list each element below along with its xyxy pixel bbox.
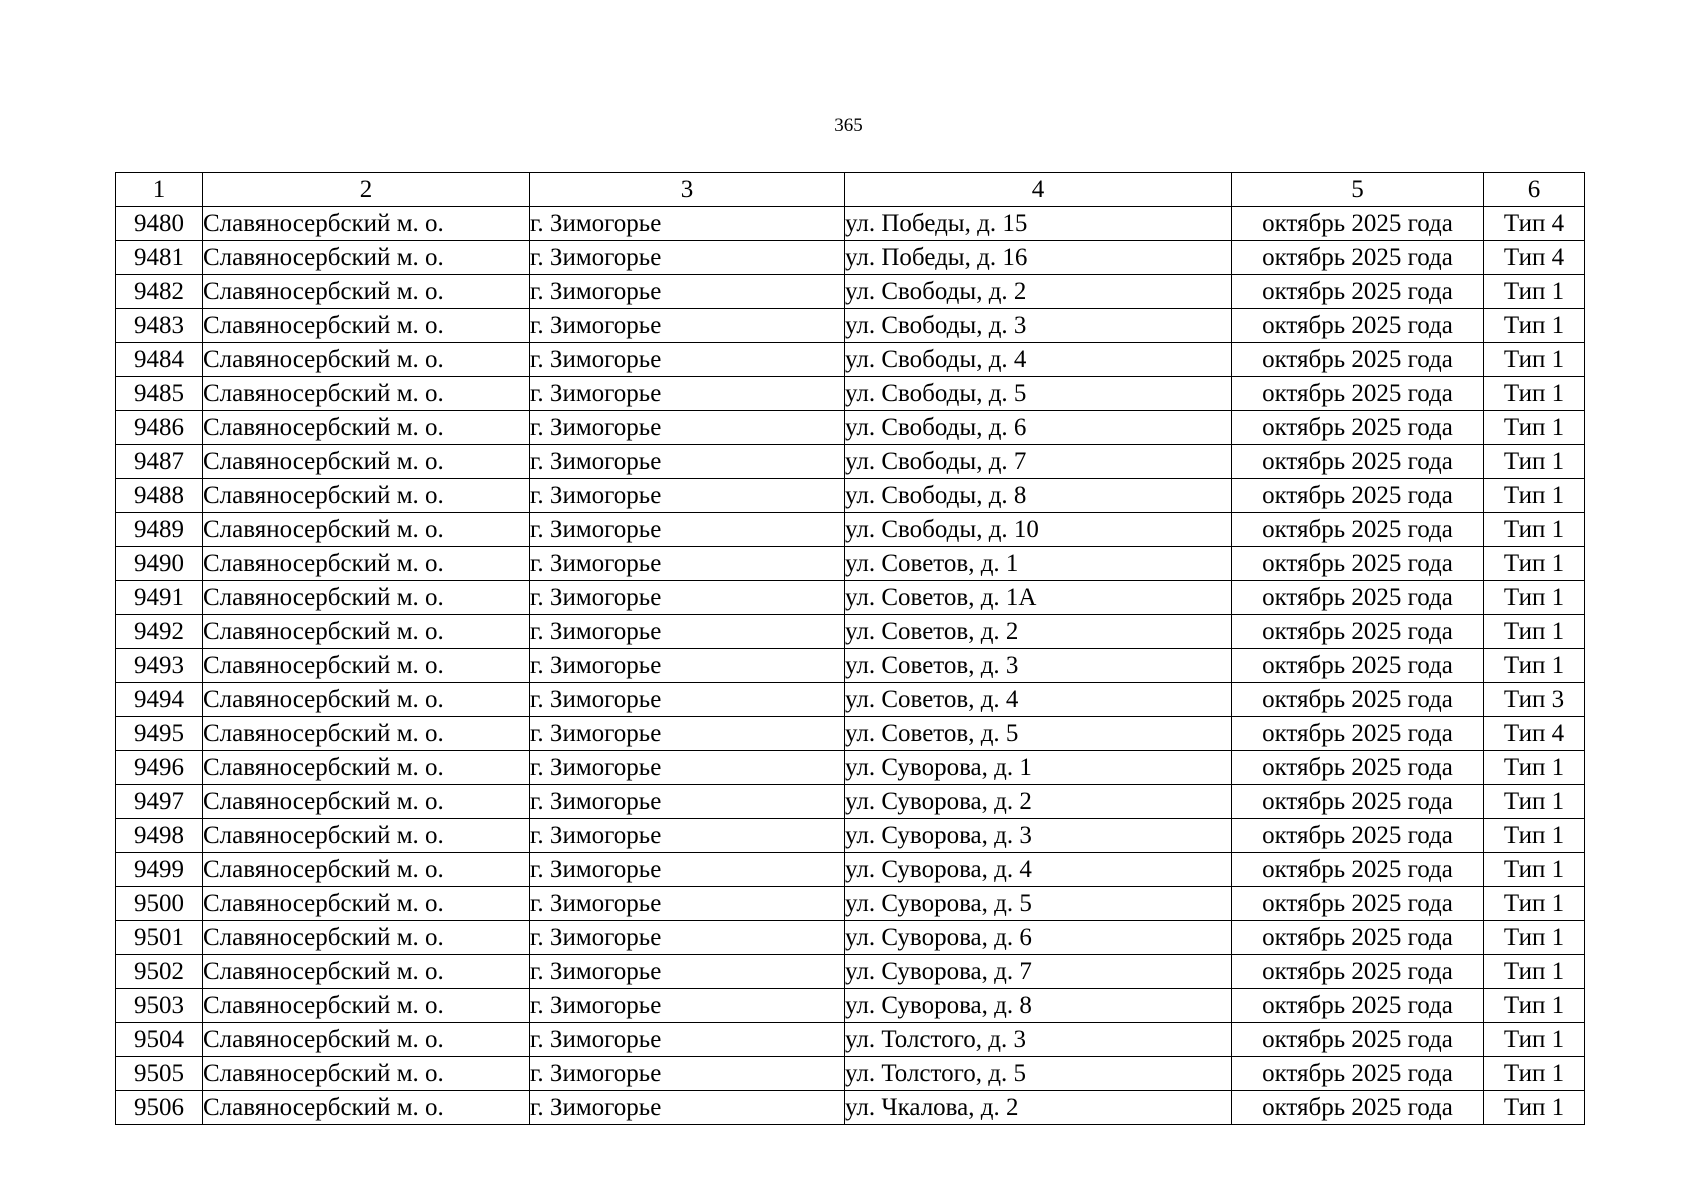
cell-address: ул. Советов, д. 4 <box>845 683 1232 717</box>
cell-address: ул. Суворова, д. 3 <box>845 819 1232 853</box>
cell-number: 9501 <box>116 921 203 955</box>
cell-number: 9489 <box>116 513 203 547</box>
cell-period: октябрь 2025 года <box>1232 513 1484 547</box>
cell-period: октябрь 2025 года <box>1232 241 1484 275</box>
page-number: 365 <box>834 115 863 136</box>
cell-period: октябрь 2025 года <box>1232 683 1484 717</box>
cell-address: ул. Советов, д. 3 <box>845 649 1232 683</box>
table-row <box>116 309 1585 343</box>
cell-district: Славяносербский м. о. <box>203 649 530 683</box>
cell-number: 9495 <box>116 717 203 751</box>
cell-number: 9504 <box>116 1023 203 1057</box>
cell-district: Славяносербский м. о. <box>203 819 530 853</box>
cell-period: октябрь 2025 года <box>1232 785 1484 819</box>
table-row <box>116 649 1585 683</box>
cell-type: Тип 1 <box>1484 751 1585 785</box>
cell-locality: г. Зимогорье <box>530 615 845 649</box>
table-row <box>116 853 1585 887</box>
cell-district: Славяносербский м. о. <box>203 1091 530 1125</box>
cell-type: Тип 1 <box>1484 411 1585 445</box>
cell-locality: г. Зимогорье <box>530 1057 845 1091</box>
cell-district: Славяносербский м. о. <box>203 683 530 717</box>
cell-number: 9503 <box>116 989 203 1023</box>
cell-type: Тип 1 <box>1484 921 1585 955</box>
cell-period: октябрь 2025 года <box>1232 853 1484 887</box>
table-row <box>116 411 1585 445</box>
cell-type: Тип 1 <box>1484 615 1585 649</box>
cell-period: октябрь 2025 года <box>1232 921 1484 955</box>
cell-type: Тип 4 <box>1484 207 1585 241</box>
cell-address: ул. Суворова, д. 7 <box>845 955 1232 989</box>
cell-period: октябрь 2025 года <box>1232 547 1484 581</box>
cell-period: октябрь 2025 года <box>1232 275 1484 309</box>
table-row <box>116 955 1585 989</box>
cell-number: 9500 <box>116 887 203 921</box>
header-col-6: 6 <box>1484 173 1585 207</box>
cell-district: Славяносербский м. о. <box>203 581 530 615</box>
cell-locality: г. Зимогорье <box>530 377 845 411</box>
cell-locality: г. Зимогорье <box>530 275 845 309</box>
cell-type: Тип 1 <box>1484 1057 1585 1091</box>
cell-period: октябрь 2025 года <box>1232 343 1484 377</box>
cell-address: ул. Свободы, д. 10 <box>845 513 1232 547</box>
cell-district: Славяносербский м. о. <box>203 411 530 445</box>
cell-locality: г. Зимогорье <box>530 751 845 785</box>
table-body <box>116 207 1585 1125</box>
table-row <box>116 751 1585 785</box>
cell-number: 9499 <box>116 853 203 887</box>
cell-district: Славяносербский м. о. <box>203 479 530 513</box>
cell-period: октябрь 2025 года <box>1232 309 1484 343</box>
cell-number: 9497 <box>116 785 203 819</box>
header-col-2: 2 <box>203 173 530 207</box>
cell-district: Славяносербский м. о. <box>203 445 530 479</box>
cell-period: октябрь 2025 года <box>1232 1023 1484 1057</box>
table-row <box>116 547 1585 581</box>
cell-number: 9502 <box>116 955 203 989</box>
cell-address: ул. Толстого, д. 5 <box>845 1057 1232 1091</box>
header-col-4: 4 <box>845 173 1232 207</box>
cell-locality: г. Зимогорье <box>530 241 845 275</box>
cell-number: 9480 <box>116 207 203 241</box>
cell-address: ул. Свободы, д. 8 <box>845 479 1232 513</box>
cell-period: октябрь 2025 года <box>1232 581 1484 615</box>
cell-type: Тип 1 <box>1484 1091 1585 1125</box>
cell-period: октябрь 2025 года <box>1232 411 1484 445</box>
cell-number: 9486 <box>116 411 203 445</box>
cell-address: ул. Суворова, д. 2 <box>845 785 1232 819</box>
cell-number: 9494 <box>116 683 203 717</box>
cell-address: ул. Победы, д. 16 <box>845 241 1232 275</box>
cell-district: Славяносербский м. о. <box>203 887 530 921</box>
cell-locality: г. Зимогорье <box>530 309 845 343</box>
cell-locality: г. Зимогорье <box>530 819 845 853</box>
header-col-3: 3 <box>530 173 845 207</box>
cell-locality: г. Зимогорье <box>530 445 845 479</box>
table-row <box>116 377 1585 411</box>
cell-type: Тип 3 <box>1484 683 1585 717</box>
cell-type: Тип 1 <box>1484 479 1585 513</box>
cell-period: октябрь 2025 года <box>1232 989 1484 1023</box>
cell-address: ул. Советов, д. 5 <box>845 717 1232 751</box>
cell-number: 9488 <box>116 479 203 513</box>
cell-address: ул. Суворова, д. 1 <box>845 751 1232 785</box>
table-row <box>116 513 1585 547</box>
table-row <box>116 683 1585 717</box>
cell-period: октябрь 2025 года <box>1232 1057 1484 1091</box>
cell-address: ул. Советов, д. 2 <box>845 615 1232 649</box>
cell-locality: г. Зимогорье <box>530 683 845 717</box>
cell-number: 9490 <box>116 547 203 581</box>
cell-period: октябрь 2025 года <box>1232 1091 1484 1125</box>
cell-district: Славяносербский м. о. <box>203 751 530 785</box>
cell-district: Славяносербский м. о. <box>203 1057 530 1091</box>
cell-district: Славяносербский м. о. <box>203 377 530 411</box>
cell-district: Славяносербский м. о. <box>203 853 530 887</box>
cell-type: Тип 1 <box>1484 853 1585 887</box>
cell-address: ул. Толстого, д. 3 <box>845 1023 1232 1057</box>
cell-number: 9491 <box>116 581 203 615</box>
header-col-1: 1 <box>116 173 203 207</box>
cell-locality: г. Зимогорье <box>530 581 845 615</box>
table-row <box>116 1091 1585 1125</box>
table-row <box>116 445 1585 479</box>
cell-locality: г. Зимогорье <box>530 207 845 241</box>
cell-type: Тип 1 <box>1484 377 1585 411</box>
cell-district: Славяносербский м. о. <box>203 717 530 751</box>
cell-district: Славяносербский м. о. <box>203 513 530 547</box>
cell-locality: г. Зимогорье <box>530 479 845 513</box>
cell-locality: г. Зимогорье <box>530 411 845 445</box>
table-row <box>116 887 1585 921</box>
cell-locality: г. Зимогорье <box>530 785 845 819</box>
table-row <box>116 819 1585 853</box>
cell-type: Тип 1 <box>1484 513 1585 547</box>
cell-locality: г. Зимогорье <box>530 649 845 683</box>
cell-type: Тип 1 <box>1484 819 1585 853</box>
cell-type: Тип 1 <box>1484 1023 1585 1057</box>
cell-number: 9493 <box>116 649 203 683</box>
cell-type: Тип 1 <box>1484 275 1585 309</box>
cell-district: Славяносербский м. о. <box>203 989 530 1023</box>
cell-locality: г. Зимогорье <box>530 989 845 1023</box>
cell-locality: г. Зимогорье <box>530 887 845 921</box>
cell-number: 9484 <box>116 343 203 377</box>
table-row <box>116 275 1585 309</box>
cell-number: 9498 <box>116 819 203 853</box>
table-row <box>116 989 1585 1023</box>
cell-number: 9506 <box>116 1091 203 1125</box>
cell-address: ул. Свободы, д. 5 <box>845 377 1232 411</box>
cell-locality: г. Зимогорье <box>530 955 845 989</box>
cell-locality: г. Зимогорье <box>530 717 845 751</box>
cell-period: октябрь 2025 года <box>1232 955 1484 989</box>
cell-district: Славяносербский м. о. <box>203 241 530 275</box>
cell-period: октябрь 2025 года <box>1232 819 1484 853</box>
cell-locality: г. Зимогорье <box>530 921 845 955</box>
cell-address: ул. Суворова, д. 5 <box>845 887 1232 921</box>
cell-district: Славяносербский м. о. <box>203 275 530 309</box>
cell-type: Тип 1 <box>1484 887 1585 921</box>
cell-number: 9487 <box>116 445 203 479</box>
cell-type: Тип 1 <box>1484 989 1585 1023</box>
cell-type: Тип 1 <box>1484 649 1585 683</box>
table-row <box>116 717 1585 751</box>
cell-number: 9492 <box>116 615 203 649</box>
table-row <box>116 581 1585 615</box>
cell-locality: г. Зимогорье <box>530 513 845 547</box>
cell-period: октябрь 2025 года <box>1232 717 1484 751</box>
cell-period: октябрь 2025 года <box>1232 479 1484 513</box>
cell-type: Тип 4 <box>1484 241 1585 275</box>
cell-district: Славяносербский м. о. <box>203 547 530 581</box>
table-row <box>116 921 1585 955</box>
cell-period: октябрь 2025 года <box>1232 751 1484 785</box>
cell-period: октябрь 2025 года <box>1232 207 1484 241</box>
cell-period: октябрь 2025 года <box>1232 649 1484 683</box>
cell-number: 9496 <box>116 751 203 785</box>
cell-number: 9481 <box>116 241 203 275</box>
table-row <box>116 1023 1585 1057</box>
cell-number: 9485 <box>116 377 203 411</box>
cell-address: ул. Суворова, д. 6 <box>845 921 1232 955</box>
cell-district: Славяносербский м. о. <box>203 343 530 377</box>
header-row <box>116 173 1585 207</box>
cell-address: ул. Суворова, д. 4 <box>845 853 1232 887</box>
cell-address: ул. Победы, д. 15 <box>845 207 1232 241</box>
cell-type: Тип 1 <box>1484 581 1585 615</box>
table-header <box>116 173 1585 207</box>
cell-district: Славяносербский м. о. <box>203 1023 530 1057</box>
table-row <box>116 479 1585 513</box>
cell-period: октябрь 2025 года <box>1232 445 1484 479</box>
cell-period: октябрь 2025 года <box>1232 887 1484 921</box>
cell-type: Тип 1 <box>1484 343 1585 377</box>
register-table <box>115 172 1585 1125</box>
cell-number: 9482 <box>116 275 203 309</box>
cell-district: Славяносербский м. о. <box>203 955 530 989</box>
cell-district: Славяносербский м. о. <box>203 615 530 649</box>
cell-number: 9505 <box>116 1057 203 1091</box>
cell-address: ул. Свободы, д. 3 <box>845 309 1232 343</box>
cell-type: Тип 4 <box>1484 717 1585 751</box>
cell-district: Славяносербский м. о. <box>203 309 530 343</box>
cell-period: октябрь 2025 года <box>1232 377 1484 411</box>
cell-address: ул. Свободы, д. 7 <box>845 445 1232 479</box>
cell-address: ул. Свободы, д. 6 <box>845 411 1232 445</box>
cell-locality: г. Зимогорье <box>530 1023 845 1057</box>
cell-address: ул. Свободы, д. 4 <box>845 343 1232 377</box>
table-row <box>116 1057 1585 1091</box>
table-row <box>116 785 1585 819</box>
cell-district: Славяносербский м. о. <box>203 207 530 241</box>
cell-locality: г. Зимогорье <box>530 547 845 581</box>
cell-type: Тип 1 <box>1484 547 1585 581</box>
cell-address: ул. Советов, д. 1 <box>845 547 1232 581</box>
cell-number: 9483 <box>116 309 203 343</box>
cell-address: ул. Советов, д. 1А <box>845 581 1232 615</box>
cell-address: ул. Чкалова, д. 2 <box>845 1091 1232 1125</box>
cell-district: Славяносербский м. о. <box>203 785 530 819</box>
cell-type: Тип 1 <box>1484 309 1585 343</box>
cell-period: октябрь 2025 года <box>1232 615 1484 649</box>
header-col-5: 5 <box>1232 173 1484 207</box>
cell-locality: г. Зимогорье <box>530 853 845 887</box>
cell-type: Тип 1 <box>1484 955 1585 989</box>
cell-type: Тип 1 <box>1484 445 1585 479</box>
cell-address: ул. Свободы, д. 2 <box>845 275 1232 309</box>
cell-address: ул. Суворова, д. 8 <box>845 989 1232 1023</box>
cell-locality: г. Зимогорье <box>530 343 845 377</box>
table-row <box>116 343 1585 377</box>
table-row <box>116 615 1585 649</box>
cell-type: Тип 1 <box>1484 785 1585 819</box>
cell-locality: г. Зимогорье <box>530 1091 845 1125</box>
cell-district: Славяносербский м. о. <box>203 921 530 955</box>
table-row <box>116 207 1585 241</box>
table-row <box>116 241 1585 275</box>
